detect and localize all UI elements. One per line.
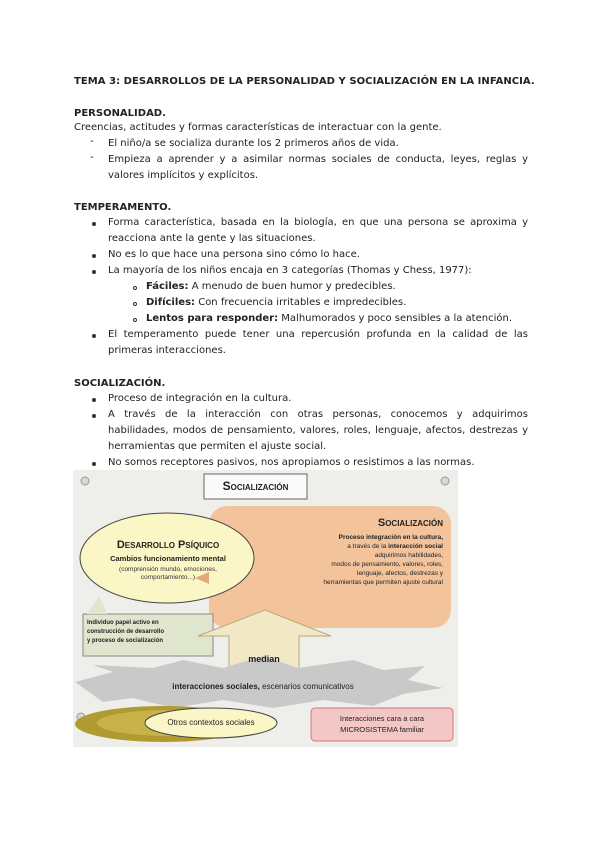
- temperamento-sub-2: Difíciles: Con frecuencia irritables e impredecibles.: [146, 297, 407, 308]
- psiquico-detail-1: (comprensión mundo, emociones,: [119, 566, 217, 573]
- social-line-6: herramientas que permiten ajuste cultural: [323, 579, 443, 586]
- social-line-2: a través de la interacción social: [347, 543, 443, 550]
- bullet-dot: [92, 270, 96, 274]
- heading-temperamento: TEMPERAMENTO.: [74, 202, 172, 213]
- social-line-1: Proceso integración en la cultura,: [338, 534, 443, 541]
- callout-line-2: construcción de desarrollo: [87, 629, 165, 635]
- otros-label: Otros contextos sociales: [167, 718, 255, 727]
- micro-line-2: MICROSISTEMA familiar: [340, 725, 424, 734]
- diagram-title: Socialización: [222, 479, 289, 493]
- socializacion-bullet-3: No somos receptores pasivos, nos apropiamos o resistimos a las normas.: [108, 457, 475, 468]
- micro-line-1: Interacciones cara a cara: [339, 714, 425, 723]
- temperamento-bullet-4: El temperamento puede tener una repercusión profunda en la calidad de las primeras interacciones.: [108, 329, 528, 356]
- pin-icon: [441, 477, 449, 485]
- temperamento-sub-1: Fáciles: A menudo de buen humor y predecibles.: [146, 281, 396, 292]
- callout-pointer: [87, 596, 107, 614]
- sub-bullet-circle: [133, 318, 137, 322]
- temperamento-sub-3: Lentos para responder: Malhumorados y poco sensibles a la atención.: [146, 313, 513, 324]
- heading-personalidad: PERSONALIDAD.: [74, 108, 166, 119]
- bullet-dot: [92, 398, 96, 402]
- bullet-dot: [92, 222, 96, 226]
- socializacion-diagram: [73, 470, 458, 747]
- temperamento-bullet-1: Forma característica, basada en la biología, en que una persona se aproxima y reacciona ante la gente y las situaciones.: [108, 217, 528, 244]
- callout-line-3: y proceso de socialización: [87, 638, 164, 644]
- document-title: TEMA 3: DESARROLLOS DE LA PERSONALIDAD Y SOCIALIZACIÓN EN LA INFANCIA.: [74, 76, 535, 87]
- sub-bullet-circle: [133, 286, 137, 290]
- social-line-3: adquirimos habilidades,: [374, 552, 443, 559]
- sub-bullet-circle: [133, 302, 137, 306]
- bullet-dot: [92, 462, 96, 466]
- median-label: median: [248, 654, 280, 664]
- temperamento-bullet-2: No es lo que hace una persona sino cómo lo hace.: [108, 249, 360, 260]
- bullet-dot: [92, 414, 96, 418]
- socializacion-bullet-1: Proceso de integración en la cultura.: [108, 393, 292, 404]
- bullet-dot: [92, 334, 96, 338]
- psiquico-title: Desarrollo Psíquico: [116, 539, 220, 551]
- personalidad-intro: Creencias, actitudes y formas características de interactuar con la gente.: [74, 122, 442, 133]
- social-title: Socialización: [377, 517, 443, 529]
- heading-socializacion: SOCIALIZACIÓN.: [74, 378, 166, 389]
- dash-bullet: -: [90, 136, 94, 147]
- social-line-4: modos de pensamiento, valores, roles,: [331, 561, 443, 568]
- personalidad-item-2: Empieza a aprender y a asimilar normas sociales de conducta, leyes, reglas y valores implícitos y explícitos.: [108, 154, 528, 181]
- pin-icon: [81, 477, 89, 485]
- social-line-5: lenguaje, afectos, destrezas y: [357, 570, 443, 577]
- psiquico-subtitle: Cambios funcionamiento mental: [110, 554, 226, 563]
- psiquico-detail-2: comportamiento...): [140, 574, 196, 581]
- temperamento-bullet-3: La mayoría de los niños encaja en 3 categorías (Thomas y Chess, 1977):: [108, 265, 472, 276]
- bullet-dot: [92, 254, 96, 258]
- diagram-graphics: [73, 470, 458, 747]
- socializacion-bullet-2: A través de la interacción con otras personas, conocemos y adquirimos habilidades, modos de pensamiento, valores, roles, lenguaje, afectos, destrezas y herramientas que permiten el ajuste social.: [108, 409, 528, 452]
- dash-bullet: -: [90, 152, 94, 163]
- interacciones-label: interacciones sociales, escenarios comunicativos: [172, 682, 354, 691]
- callout-line-1: Individuo papel activo en: [87, 620, 159, 626]
- personalidad-item-1: El niño/a se socializa durante los 2 primeros años de vida.: [108, 138, 399, 149]
